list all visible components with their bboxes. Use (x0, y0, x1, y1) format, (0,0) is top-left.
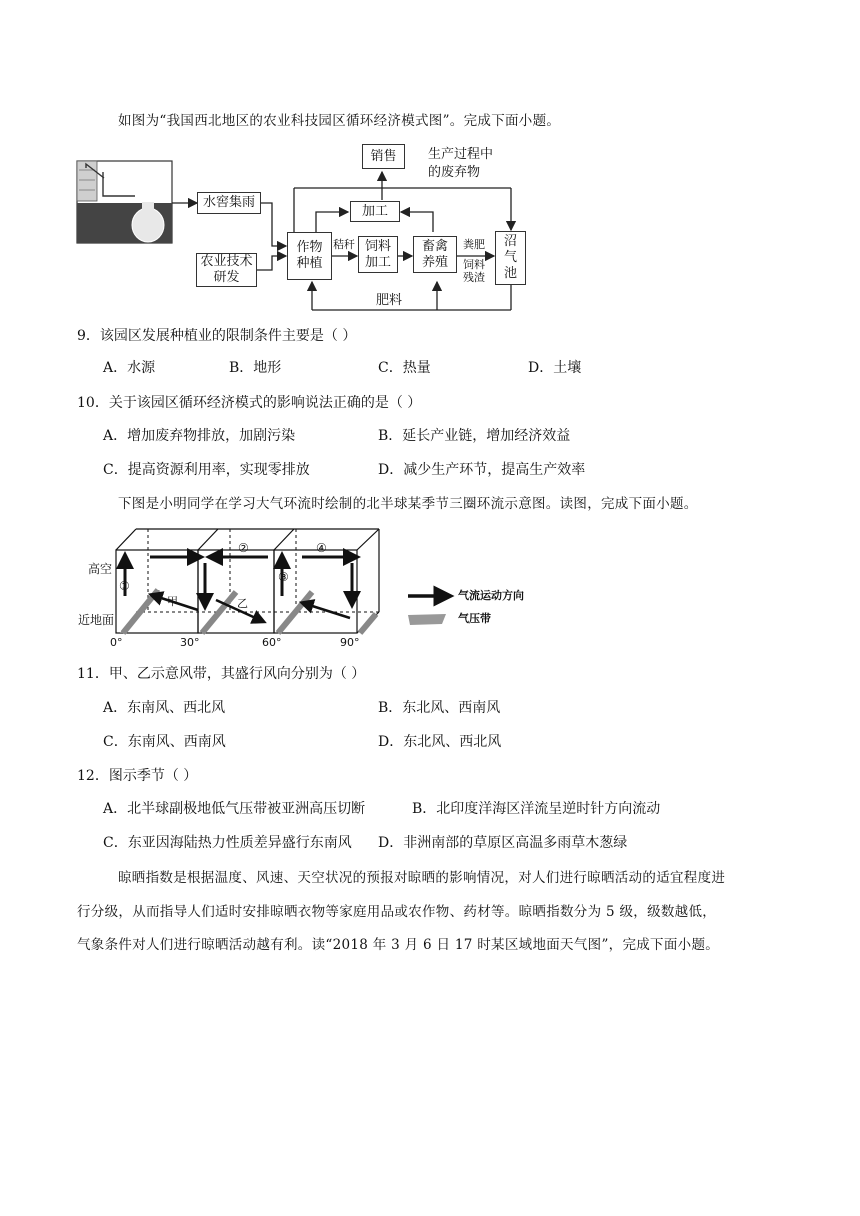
lat-0: 0° (110, 636, 123, 649)
cellar-label: 水窖集雨 (202, 195, 255, 210)
q11-option-b: B．东北风、西南风 (378, 700, 501, 716)
research-label-2: 研发 (213, 270, 240, 285)
crop-label-1: 作物 (296, 240, 323, 255)
crop-label-2: 种植 (296, 256, 323, 271)
intro-text-3-line1: 晾晒指数是根据温度、风速、天空状况的预报对晾晒的影响情况，对人们进行晾晒活动的适宜程度进 (118, 870, 726, 886)
residue-label-2: 残渣 (463, 271, 485, 284)
marker-2: ② (238, 541, 249, 555)
q12-stem: 12．图示季节（ ） (77, 768, 198, 784)
marker-4: ④ (316, 541, 327, 555)
q10-option-b: B．延长产业链，增加经济效益 (378, 428, 571, 444)
livestock-label-1: 畜禽 (421, 238, 448, 254)
q11-option-c: C．东南风、西南风 (103, 734, 226, 750)
wind-belt-jia: 甲 (167, 595, 178, 608)
q11-stem: 11．甲、乙示意风带，其盛行风向分别为（ ） (77, 666, 366, 682)
biogas-label-2: 气 (503, 250, 517, 265)
intro-text-3-line2: 行分级，从而指导人们适时安排晾晒衣物等家庭用品或农作物、药材等。晾晒指数分为 5 级，级数越低， (77, 904, 717, 920)
q11-option-a: A．东南风、西北风 (103, 700, 226, 716)
q12-option-c: C．东亚因海陆热力性质差异盛行东南风 (103, 835, 352, 851)
q12-option-a: A．北半球副极地低气压带被亚洲高压切断 (103, 801, 366, 817)
wind-belt-yi: 乙 (237, 597, 248, 610)
q9-stem: 9．该园区发展种植业的限制条件主要是（ ） (77, 328, 357, 344)
marker-1: ① (119, 579, 130, 593)
q10-option-d: D．减少生产环节，提高生产效率 (378, 462, 586, 478)
feed-label-1: 饲料 (364, 238, 391, 254)
sales-label: 销售 (370, 148, 397, 164)
q12-option-d: D．非洲南部的草原区高温多雨草木葱绿 (378, 835, 628, 851)
q9-option-c: C．热量 (378, 360, 431, 376)
biogas-label-3: 池 (503, 266, 517, 281)
q10-option-a: A．增加废弃物排放，加剧污染 (103, 428, 296, 444)
lat-90: 90° (340, 636, 360, 649)
marker-3: ③ (278, 570, 289, 584)
label-high-altitude: 高空 (88, 562, 113, 576)
q12-option-b: B．北印度洋海区洋流呈逆时针方向流动 (412, 801, 661, 817)
intro-text-3-line3: 气象条件对人们进行晾晒活动越有利。读“2018 年 3 月 6 日 17 时某区域地面天气图”，完成下面小题。 (77, 937, 720, 953)
feed-label-2: 加工 (364, 254, 391, 270)
manure-label: 粪肥 (463, 238, 485, 251)
processing-label: 加工 (361, 203, 388, 219)
intro-text-1: 如图为“我国西北地区的农业科技园区循环经济模式图”。完成下面小题。 (118, 113, 561, 129)
intro-text-2: 下图是小明同学在学习大气环流时绘制的北半球某季节三圈环流示意图。读图，完成下面小题。 (118, 496, 698, 512)
straw-label: 秸秆 (333, 238, 355, 251)
legend-flow-label: 气流运动方向 (458, 589, 524, 602)
q11-option-d: D．东北风、西北风 (378, 734, 502, 750)
fertilizer-label: 肥料 (376, 293, 403, 308)
waste-note-line2: 的废弃物 (428, 165, 481, 180)
lat-30: 30° (180, 636, 200, 649)
label-near-ground: 近地面 (78, 613, 115, 627)
biogas-label-1: 沼 (503, 234, 517, 249)
q10-option-c: C．提高资源利用率，实现零排放 (103, 462, 310, 478)
legend-belt-label: 气压带 (458, 612, 491, 625)
q9-option-a: A．水源 (103, 360, 156, 376)
livestock-label-2: 养殖 (421, 254, 448, 270)
research-label-1: 农业技术 (200, 254, 253, 269)
q9-option-b: B．地形 (229, 360, 282, 376)
waste-note-line1: 生产过程中 (428, 147, 494, 162)
q10-stem: 10．关于该园区循环经济模式的影响说法正确的是（ ） (77, 395, 422, 411)
residue-label-1: 饲料 (463, 258, 485, 271)
lat-60: 60° (262, 636, 282, 649)
q9-option-d: D．土壤 (528, 360, 582, 376)
